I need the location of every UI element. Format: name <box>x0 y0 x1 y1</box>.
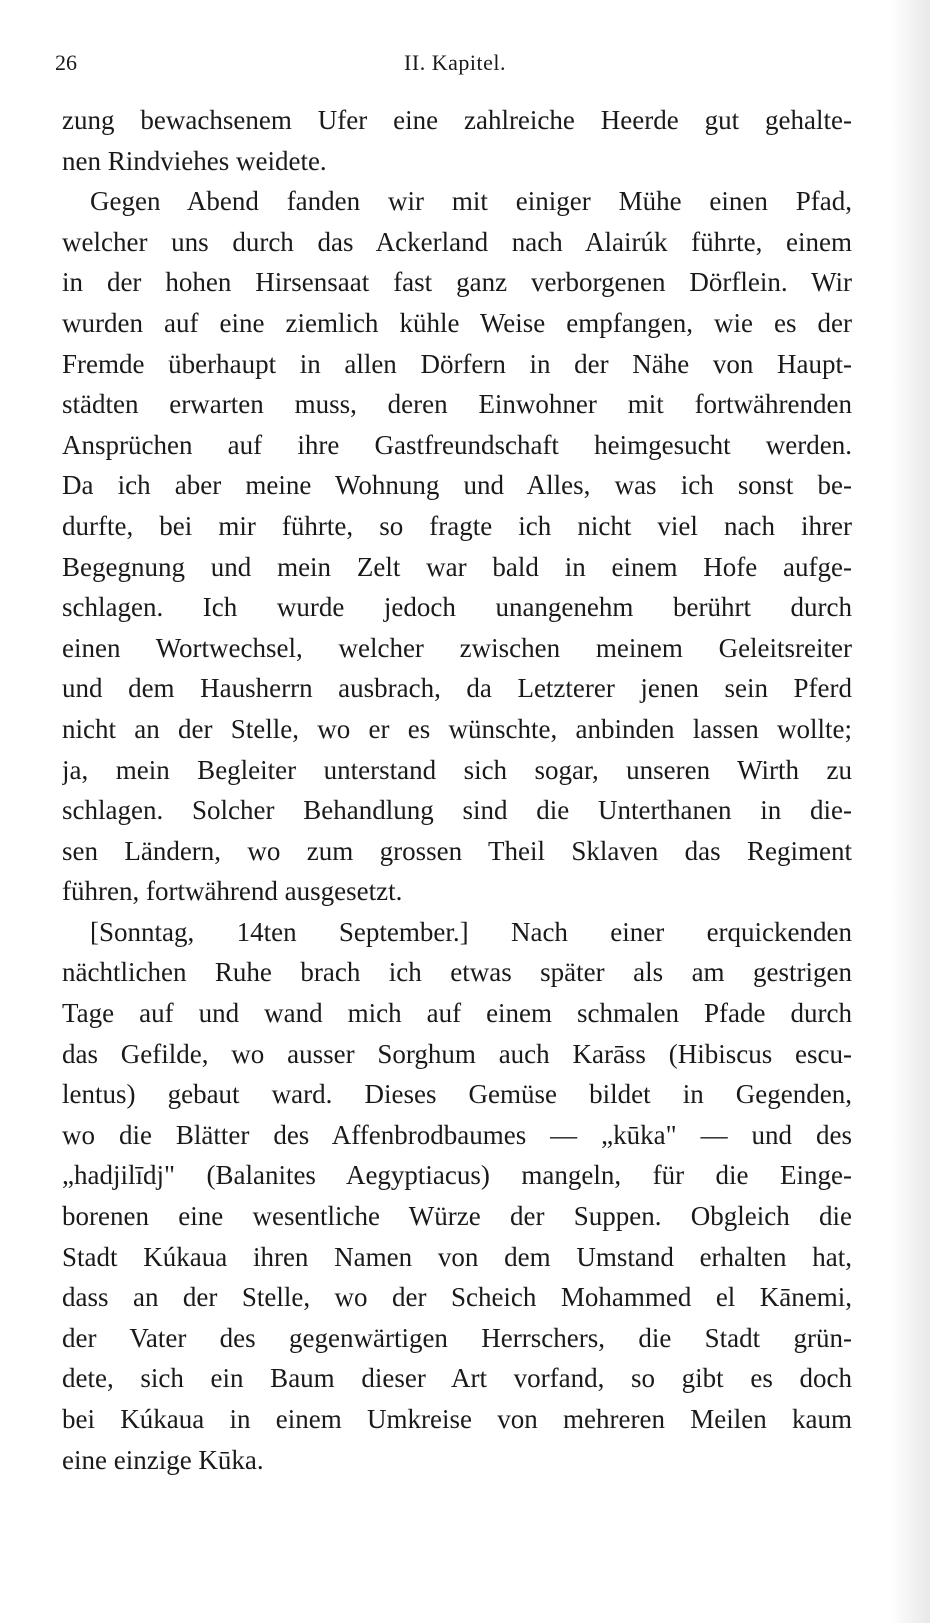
text-line: Gegen Abend fanden wir mit einiger Mühe einen Pfad, <box>90 186 852 217</box>
text-line: bei Kúkaua in einem Umkreise von mehreren Meilen kaum <box>62 1404 852 1434</box>
text-line: borenen eine wesentliche Würze der Suppen. Obgleich die <box>62 1201 852 1232</box>
text-line: nächtlichen Ruhe brach ich etwas später als am gestrigen <box>62 957 852 988</box>
text-line: dete, sich ein Baum dieser Art vorfand, so gibt es doch <box>62 1363 852 1394</box>
text-line: dass an der Stelle, wo der Scheich Mohammed el Kānemi, <box>62 1282 852 1313</box>
running-head: II. Kapitel. <box>404 50 506 75</box>
text-line: ja, mein Begleiter unterstand sich sogar, unseren Wirth zu <box>62 754 852 785</box>
text-line: lentus) gebaut ward. Dieses Gemüse bildet in Gegenden, <box>62 1079 852 1110</box>
text-line: sen Ländern, wo zum grossen Theil Sklaven das Regiment <box>62 835 852 866</box>
text-line: Da ich aber meine Wohnung und Alles, was ich sonst be- <box>62 470 852 501</box>
text-line: Tage auf und wand mich auf einem schmalen Pfade durch <box>62 998 852 1029</box>
text-line: welcher uns durch das Ackerland nach Alairúk führte, einem <box>62 226 852 257</box>
text-line: eine einzige Kūka. <box>62 1444 264 1475</box>
text-line: „hadjilīdj" (Balanites Aegyptiacus) mangeln, für die Einge- <box>62 1160 852 1191</box>
text-line: Fremde überhaupt in allen Dörfern in der Nähe von Haupt- <box>62 348 852 379</box>
text-line: wurden auf eine ziemlich kühle Weise empfangen, wie es der <box>62 307 852 338</box>
page-gutter-shadow <box>890 0 930 1623</box>
text-line: das Gefilde, wo ausser Sorghum auch Karāss (Hibiscus escu- <box>62 1038 852 1069</box>
text-line: durfte, bei mir führte, so fragte ich nicht viel nach ihrer <box>62 510 852 541</box>
text-line: der Vater des gegenwärtigen Herrschers, die Stadt grün- <box>62 1322 852 1353</box>
body-text <box>62 100 852 1480</box>
text-line: in der hohen Hirsensaat fast ganz verborgenen Dörflein. Wir <box>62 267 852 298</box>
text-line: [Sonntag, 14ten September.] Nach einer erquickenden <box>90 916 852 947</box>
text-line: Ansprüchen auf ihre Gastfreundschaft heimgesucht werden. <box>62 429 852 460</box>
text-line: nicht an der Stelle, wo er es wünschte, anbinden lassen wollte; <box>62 713 852 744</box>
text-line: Begegnung und mein Zelt war bald in einem Hofe aufge- <box>62 551 852 582</box>
text-line: einen Wortwechsel, welcher zwischen meinem Geleitsreiter <box>62 632 852 663</box>
text-line: führen, fortwährend ausgesetzt. <box>62 876 403 907</box>
text-line: schlagen. Ich wurde jedoch unangenehm berührt durch <box>62 592 852 623</box>
text-line: und dem Hausherrn ausbrach, da Letzterer jenen sein Pferd <box>62 673 852 704</box>
text-line: wo die Blätter des Affenbrodbaumes — „kūka" — und des <box>62 1119 852 1150</box>
text-line: zung bewachsenem Ufer eine zahlreiche Heerde gut gehalte- <box>62 105 852 135</box>
page-header <box>55 50 855 86</box>
text-line: nen Rindviehes weidete. <box>62 145 327 176</box>
text-line: städten erwarten muss, deren Einwohner mit fortwährenden <box>62 389 852 420</box>
text-line: schlagen. Solcher Behandlung sind die Unterthanen in die- <box>62 795 852 826</box>
page-number: 26 <box>55 50 77 75</box>
text-line: Stadt Kúkaua ihren Namen von dem Umstand erhalten hat, <box>62 1241 852 1272</box>
